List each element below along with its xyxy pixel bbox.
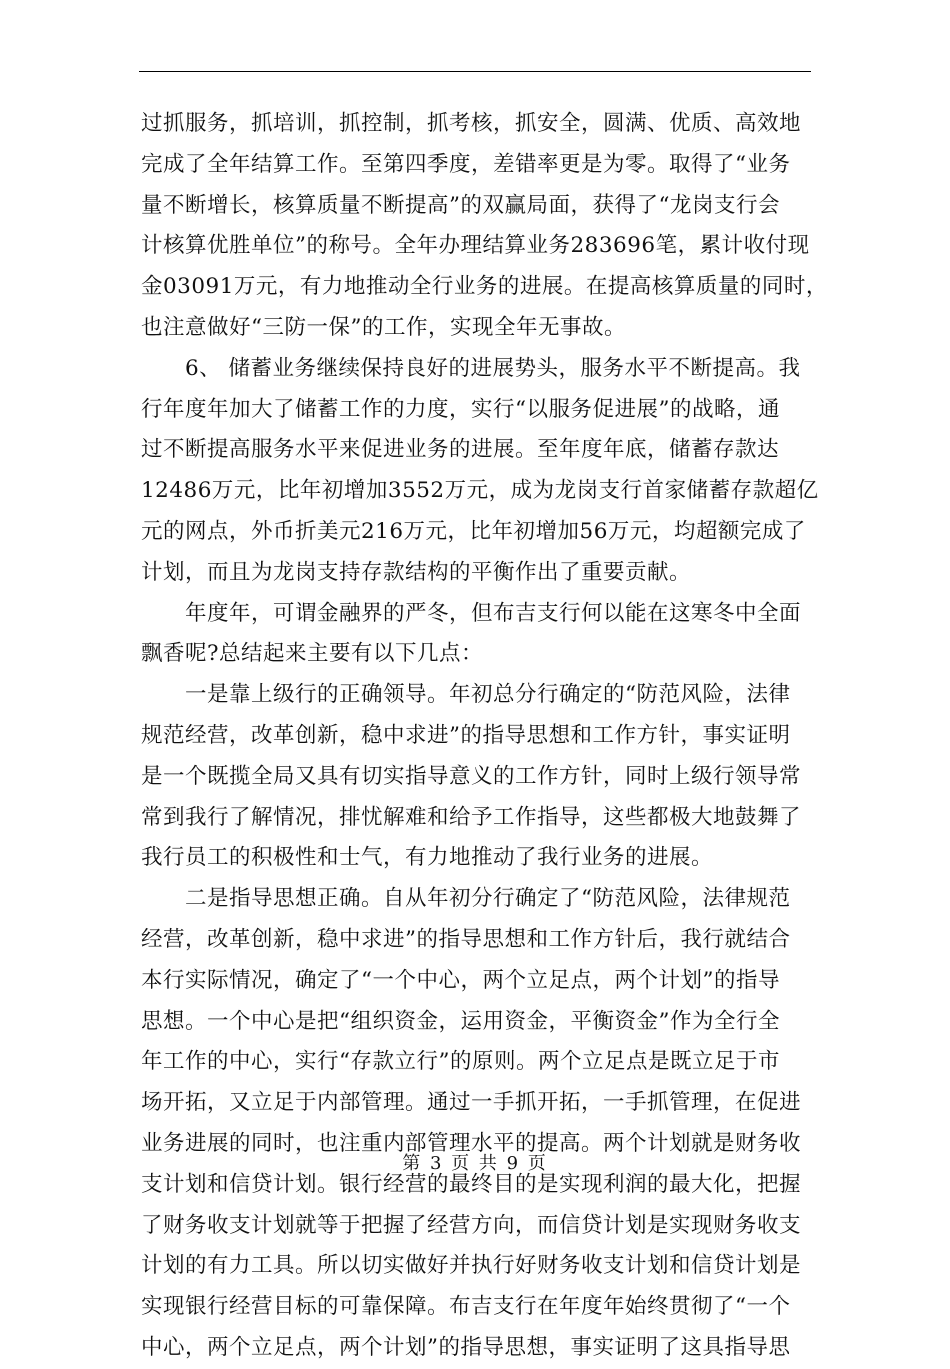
text-line: 计划，而且为龙岗支持存款结构的平衡作出了重要贡献。: [141, 559, 692, 585]
text-line: 本行实际情况，确定了“一个中心，两个立足点，两个计划”的指导: [141, 967, 780, 993]
text-line: 是一个既揽全局又具有切实指导意义的工作方针，同时上级行领导常: [141, 763, 802, 789]
text-line: 元的网点，外币折美元216万元，比年初增加56万元，均超额完成了: [141, 518, 806, 544]
page-footer: [0, 1152, 950, 1176]
text-line: 也注意做好“三防一保”的工作，实现全年无事故。: [141, 314, 626, 340]
text-line: 场开拓，又立足于内部管理。通过一手抓开拓，一手抓管理，在促进: [141, 1090, 802, 1116]
page-number-label: 第 3 页 共 9 页: [402, 1153, 548, 1174]
text-line: 我行员工的积极性和士气，有力地推动了我行业务的进展。: [141, 845, 714, 871]
text-line: 二是指导思想正确。自从年初分行确定了“防范风险，法律规范: [185, 886, 791, 912]
text-line: 常到我行了解情况，排忧解难和给予工作指导，这些都极大地鼓舞了: [141, 804, 802, 830]
text-line: 行年度年加大了储蓄工作的力度，实行“以服务促进展”的战略，通: [141, 396, 780, 422]
text-line: 业务进展的同时，也注重内部管理水平的提高。两个计划就是财务收: [141, 1130, 802, 1156]
text-line: 计划的有力工具。所以切实做好并执行好财务收支计划和信贷计划是: [141, 1253, 802, 1279]
text-line: 支计划和信贷计划。银行经营的最终目的是实现利润的最大化，把握: [141, 1171, 802, 1197]
text-line: 实现银行经营目标的可靠保障。布吉支行在年度年始终贯彻了“一个: [141, 1294, 791, 1320]
text-line: 金03091万元，有力地推动全行业务的进展。在提高核算质量的同时，: [141, 274, 828, 300]
text-line: 年度年，可谓金融界的严冬，但布吉支行何以能在这寒冬中全面: [185, 600, 802, 626]
text-line: 经营，改革创新，稳中求进”的指导思想和工作方针后，我行就结合: [141, 926, 791, 952]
text-line: 过抓服务，抓培训，抓控制，抓考核，抓安全，圆满、优质、高效地: [141, 111, 802, 136]
text-line: 年工作的中心，实行“存款立行”的原则。两个立足点是既立足于市: [141, 1049, 780, 1075]
text-line: 思想。一个中心是把“组织资金，运用资金，平衡资金”作为全行全: [141, 1008, 780, 1034]
text-line: 6、 储蓄业务继续保持良好的进展势头，服务水平不断提高。我: [185, 355, 801, 381]
text-line: 完成了全年结算工作。至第四季度，差错率更是为零。取得了“业务: [141, 151, 791, 177]
text-line: 一是靠上级行的正确领导。年初总分行确定的“防范风险，法律: [185, 682, 791, 708]
text-line: 飘香呢?总结起来主要有以下几点：: [141, 641, 484, 667]
text-line: 12486万元，比年初增加3552万元，成为龙岗支行首家储蓄存款超亿: [141, 478, 819, 504]
text-line: 了财务收支计划就等于把握了经营方向，而信贷计划是实现财务收支: [141, 1212, 802, 1238]
text-line: 规范经营，改革创新，稳中求进”的指导思想和工作方针，事实证明: [141, 722, 791, 748]
text-line: 中心，两个立足点，两个计划”的指导思想，事实证明了这具指导思: [141, 1334, 791, 1360]
document-body: [141, 104, 828, 1369]
text-line: 量不断增长，核算质量不断提高”的双赢局面，获得了“龙岗支行会: [141, 192, 780, 218]
header-rule: [139, 71, 811, 72]
text-line: 计核算优胜单位”的称号。全年办理结算业务283696笔，累计收付现: [141, 233, 810, 259]
text-line: 过不断提高服务水平来促进业务的进展。至年度年底，储蓄存款达: [141, 437, 780, 463]
